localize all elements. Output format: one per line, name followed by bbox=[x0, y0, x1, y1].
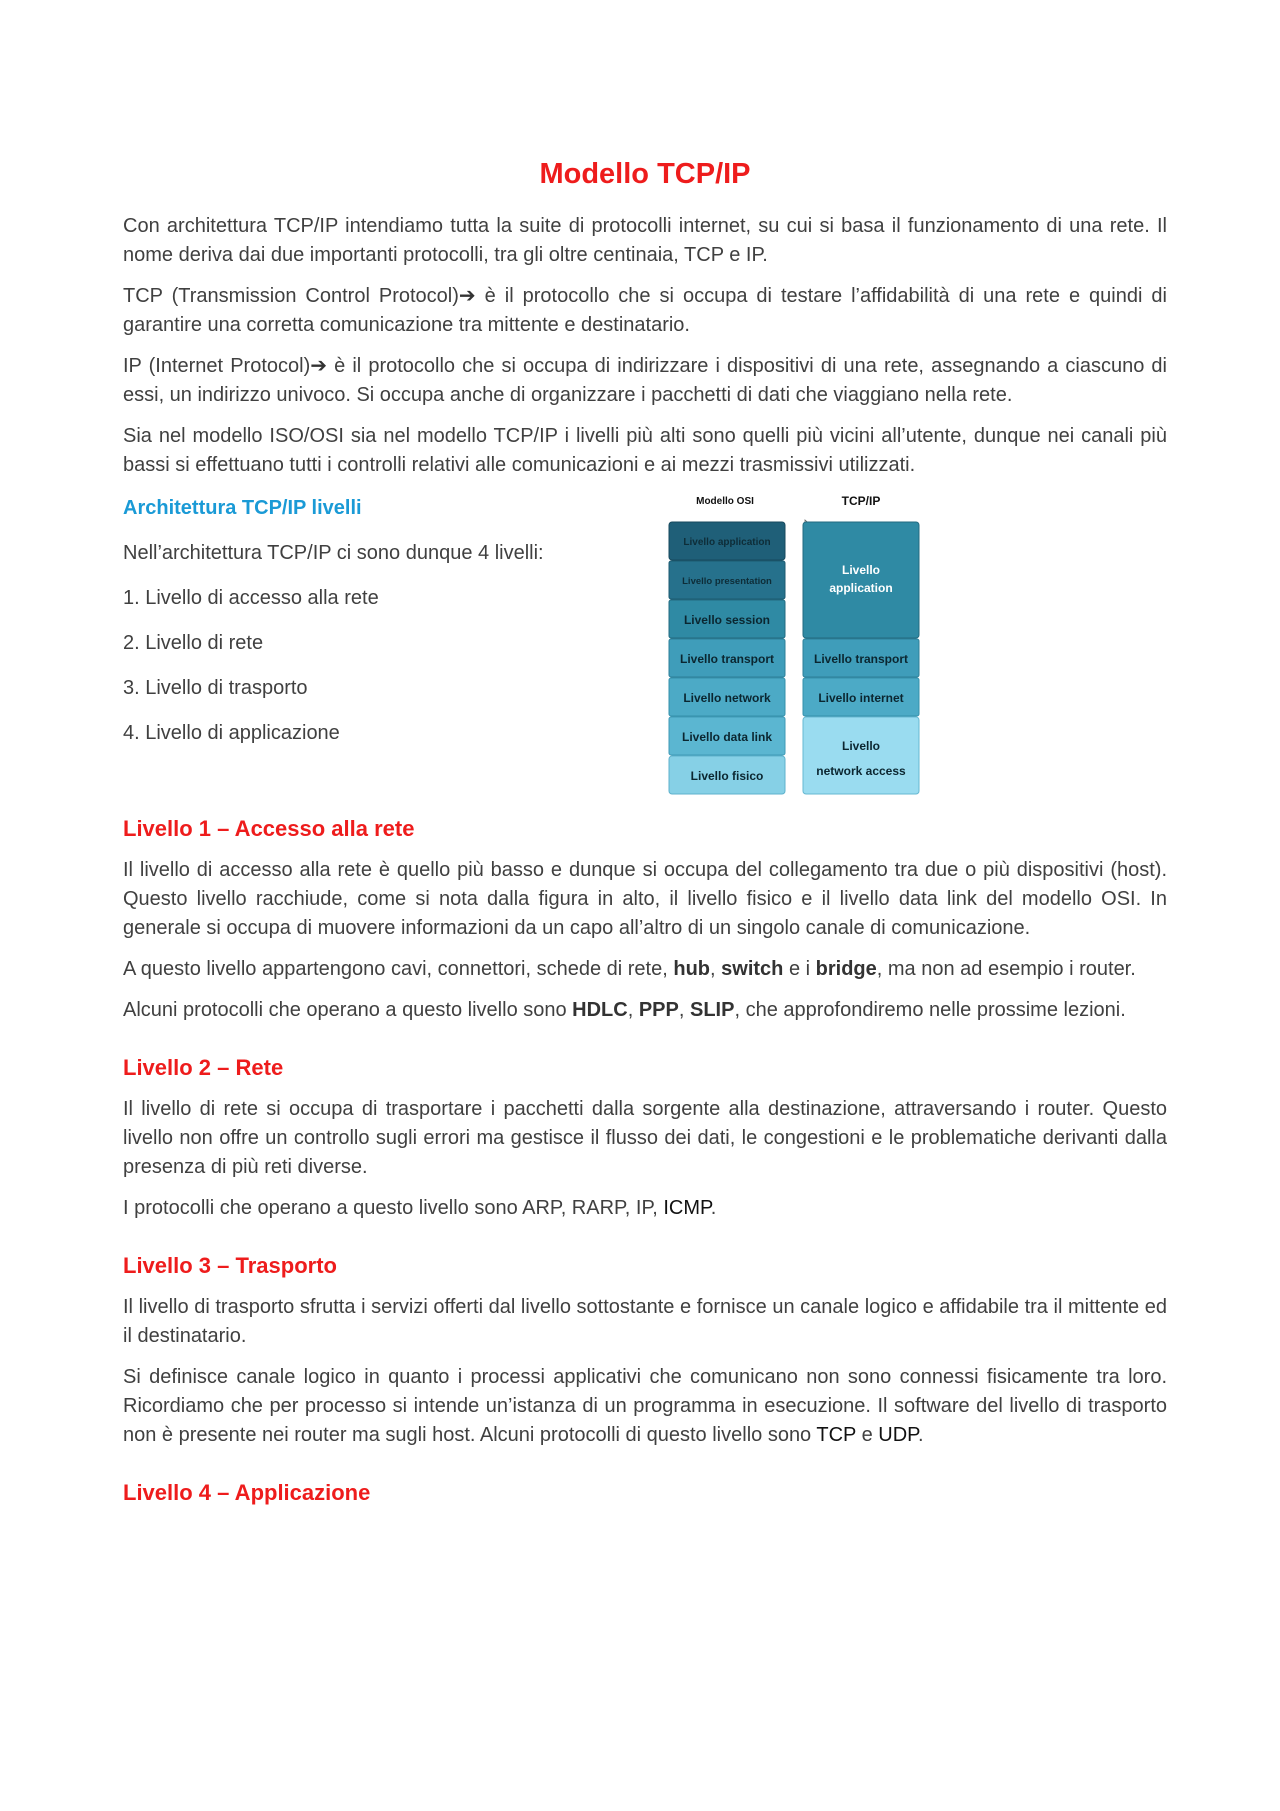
livello-3-logic-paragraph bbox=[123, 1363, 1167, 1450]
livello-2-protocols-paragraph bbox=[123, 1194, 1167, 1223]
tcpip-layer-label: Livello internet bbox=[818, 691, 904, 705]
text-span: , bbox=[710, 958, 722, 980]
list-item: 4. Livello di applicazione bbox=[123, 722, 340, 744]
tcpip-layer-network-access bbox=[803, 717, 919, 794]
osi-tcpip-diagram bbox=[643, 490, 943, 808]
architecture-list bbox=[123, 494, 623, 748]
osi-layer-label: Livello fisico bbox=[690, 769, 764, 783]
text-span: e bbox=[856, 1424, 879, 1446]
tcpip-column-title: TCP/IP bbox=[841, 494, 881, 508]
text-span: , bbox=[678, 999, 690, 1021]
list-item: 1. Livello di accesso alla rete bbox=[123, 587, 379, 609]
text-span: , bbox=[627, 999, 639, 1021]
ip-text: è il protocollo che si occupa di indirizzare i dispositivi di una rete, assegnando a ciascuno di essi, un indirizzo univoco. Si occupa anche di organizzare i pacchetti di dati che viaggiano nella rete. bbox=[123, 355, 1167, 406]
livello-1-protocols-paragraph bbox=[123, 996, 1167, 1025]
tcpip-layer-label: Livello bbox=[841, 563, 881, 577]
tcp-paragraph bbox=[123, 282, 1167, 340]
document-content bbox=[123, 150, 1167, 1520]
text-span: A questo livello appartengono cavi, connettori, schede di rete, bbox=[123, 958, 674, 980]
section-heading-livello-3: Livello 3 – Trasporto bbox=[123, 1253, 337, 1278]
ip-paragraph bbox=[123, 352, 1167, 410]
tcpip-layer-label: Livello bbox=[841, 739, 881, 753]
link-tcp[interactable]: TCP bbox=[816, 1424, 857, 1446]
link-icmp[interactable]: ICMP bbox=[663, 1197, 711, 1219]
livello-1-devices-paragraph bbox=[123, 955, 1167, 984]
text-span: Alcuni protocolli che operano a questo livello sono bbox=[123, 999, 573, 1021]
tcp-text: è il protocollo che si occupa di testare l’affidabilità di una rete e quindi di garantire una corretta comunicazione tra mittente e destinatario. bbox=[123, 285, 1167, 336]
architecture-lead: Nell’architettura TCP/IP ci sono dunque 4 livelli: bbox=[123, 542, 544, 564]
livello-3-paragraph: Il livello di trasporto sfrutta i servizi offerti dal livello sottostante e fornisce un canale logico e affidabile tra il mittente ed il destinatario. bbox=[123, 1296, 1167, 1347]
tcpip-layer-label: application bbox=[829, 581, 893, 595]
tcpip-layer-application bbox=[803, 522, 919, 638]
text-span: I protocolli che operano a questo livello sono ARP, RARP, IP, bbox=[123, 1197, 664, 1219]
link-udp[interactable]: UDP bbox=[878, 1424, 918, 1446]
text-span: , che approfondiremo nelle prossime lezioni. bbox=[734, 999, 1126, 1021]
architecture-section bbox=[123, 494, 1167, 814]
osi-layer-label: Livello application bbox=[683, 537, 771, 548]
text-span: e i bbox=[783, 958, 816, 980]
page-title: Modello TCP/IP bbox=[539, 158, 751, 190]
levels-paragraph: Sia nel modello ISO/OSI sia nel modello TCP/IP i livelli più alti sono quelli più vicini all’utente, dunque nei canali più bassi si effettuano tutti i controlli relativi alle comunicazioni e ai mezzi trasmissivi utilizzati. bbox=[123, 425, 1167, 476]
osi-layer-label: Livello presentation bbox=[682, 576, 772, 587]
osi-layer-label: Livello session bbox=[683, 613, 771, 627]
section-heading-livello-2: Livello 2 – Rete bbox=[123, 1055, 284, 1080]
architecture-heading: Architettura TCP/IP livelli bbox=[123, 497, 362, 519]
right-arrow-icon: ➔ bbox=[310, 355, 328, 377]
livello-2-paragraph: Il livello di rete si occupa di trasportare i pacchetti dalla sorgente alla destinazione, attraversando i router. Questo livello non offre un controllo sugli errori ma gestisce il flusso dei dati, le congestioni e le problematiche derivanti dalla presenza di più reti diverse. bbox=[123, 1098, 1167, 1178]
text-span: Si definisce canale logico in quanto i processi applicativi che comunicano non sono connessi fisicamente tra loro. Ricordiamo che per processo si intende un’istanza di un programma in esecuzione. Il software del livello di trasporto non è presente nei router ma sugli host. Alcuni protocolli di questo livello sono bbox=[123, 1366, 1167, 1446]
ip-label: IP (Internet Protocol) bbox=[123, 355, 311, 377]
tcp-label: TCP (Transmission Control Protocol) bbox=[123, 285, 459, 307]
keyword-switch: switch bbox=[721, 958, 784, 980]
text-span: , ma non ad esempio i router. bbox=[876, 958, 1136, 980]
osi-layer-label: Livello transport bbox=[679, 652, 775, 666]
osi-column-title: Modello OSI bbox=[696, 496, 754, 507]
text-span: . bbox=[710, 1197, 717, 1219]
osi-layer-label: Livello data link bbox=[681, 730, 773, 744]
osi-layer-label: Livello network bbox=[683, 691, 771, 705]
livello-1-paragraph: Il livello di accesso alla rete è quello più basso e dunque si occupa del collegamento tra due o più dispositivi (host). Questo livello racchiude, come si nota dalla figura in alto, il livello fisico e il livello data link del modello OSI. In generale si occupa di muovere informazioni da un capo all’altro di un singolo canale di comunicazione. bbox=[123, 859, 1167, 939]
keyword-bridge: bridge bbox=[815, 958, 877, 980]
section-heading-livello-4: Livello 4 – Applicazione bbox=[123, 1480, 371, 1505]
tcpip-layer-label: network access bbox=[816, 764, 906, 778]
tcpip-layer-label: Livello transport bbox=[813, 652, 909, 666]
keyword-hdlc: HDLC bbox=[572, 999, 628, 1021]
section-heading-livello-1: Livello 1 – Accesso alla rete bbox=[123, 816, 415, 841]
keyword-hub: hub bbox=[673, 958, 711, 980]
intro-paragraph: Con architettura TCP/IP intendiamo tutta la suite di protocolli internet, su cui si basa il funzionamento di una rete. Il nome deriva dai due importanti protocolli, tra gli oltre centinaia, TCP e IP. bbox=[123, 215, 1167, 266]
keyword-ppp: PPP bbox=[638, 999, 679, 1021]
keyword-slip: SLIP bbox=[690, 999, 735, 1021]
text-span: . bbox=[917, 1424, 924, 1446]
list-item: 3. Livello di trasporto bbox=[123, 677, 308, 699]
list-item: 2. Livello di rete bbox=[123, 632, 264, 654]
right-arrow-icon: ➔ bbox=[458, 285, 476, 307]
